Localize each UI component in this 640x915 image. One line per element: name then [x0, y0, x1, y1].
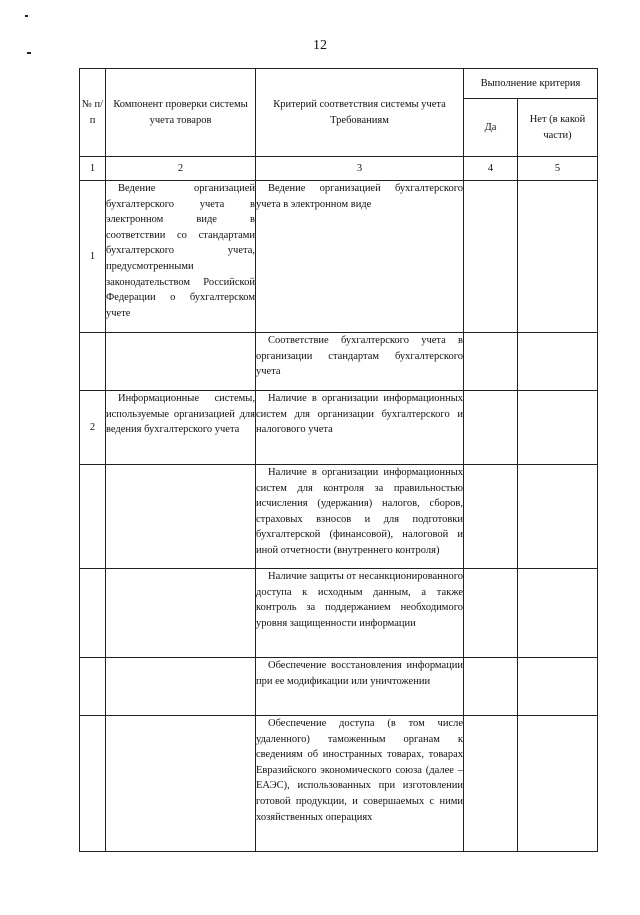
header-number-cell — [80, 69, 106, 157]
row-number — [80, 569, 106, 658]
yes-cell — [464, 465, 518, 569]
criterion-cell: Наличие защиты от несанкционированного доступа к исходным данным, а также контроль за поддержанием необходимого уровня защищенности информации — [256, 569, 464, 658]
no-cell — [518, 716, 598, 852]
column-number-5: 5 — [518, 157, 598, 181]
table-row — [80, 391, 598, 465]
page-number: 12 — [313, 38, 327, 53]
header-no-label: Нет (в какой части) — [529, 113, 586, 141]
component-cell: Ведение организацией бухгалтерского учета в электронном виде в соответствии со стандартами бухгалтерского учета, предусмотренными законодательством Российской Федерации о бухгалтерском учете — [106, 181, 256, 333]
header-component-label: Компонент проверки системы учета товаров — [113, 98, 248, 126]
scan-speck — [25, 15, 28, 17]
component-cell — [106, 569, 256, 658]
criterion-cell: Наличие в организации информационных систем для контроля за правильностью исчисления (удержания) налогов, сборов, страховых взносов и для подготовки бухгалтерской (финансовой), налоговой и иной отчетности (внутреннего контроля) — [256, 465, 464, 569]
table-row — [80, 333, 598, 391]
row-number — [80, 658, 106, 716]
header-criterion-cell — [256, 69, 464, 157]
row-number — [80, 333, 106, 391]
criterion-cell: Ведение организацией бухгалтерского учета в электронном виде — [256, 181, 464, 333]
component-cell — [106, 333, 256, 391]
yes-cell — [464, 569, 518, 658]
no-cell — [518, 465, 598, 569]
no-cell — [518, 333, 598, 391]
no-cell — [518, 181, 598, 333]
yes-cell — [464, 716, 518, 852]
table-row — [80, 569, 598, 658]
header-criterion-label: Критерий соответствия системы учета Требованиям — [273, 98, 446, 126]
row-number — [80, 716, 106, 852]
no-cell — [518, 658, 598, 716]
criterion-cell: Соответствие бухгалтерского учета в организации стандартам бухгалтерского учета — [256, 333, 464, 391]
row-number — [80, 465, 106, 569]
yes-cell — [464, 391, 518, 465]
yes-cell — [464, 658, 518, 716]
table-row — [80, 716, 598, 852]
no-cell — [518, 569, 598, 658]
header-number-label: № п/п — [81, 98, 104, 126]
criterion-cell: Обеспечение доступа (в том числе удаленного) таможенным органам к сведениям об иностранных товарах, товарах Евразийского экономического союза (далее – ЕАЭС), использованных при изготовлении готовой продукции, и совершаемых с ними хозяйственных операциях — [256, 716, 464, 852]
no-cell — [518, 391, 598, 465]
column-number-1: 1 — [80, 157, 106, 181]
header-row — [80, 69, 598, 99]
component-cell: Информационные системы, используемые организацией для ведения бухгалтерского учета — [106, 391, 256, 465]
header-component-cell — [106, 69, 256, 157]
yes-cell — [464, 333, 518, 391]
row-number: 2 — [80, 391, 106, 465]
criterion-cell: Наличие в организации информационных систем для организации бухгалтерского и налогового учета — [256, 391, 464, 465]
component-cell — [106, 716, 256, 852]
component-cell — [106, 658, 256, 716]
column-number-3: 3 — [256, 157, 464, 181]
column-number-row — [80, 157, 598, 181]
component-cell — [106, 465, 256, 569]
table-row — [80, 465, 598, 569]
header-no-cell — [518, 99, 598, 157]
column-number-4: 4 — [464, 157, 518, 181]
column-number-2: 2 — [106, 157, 256, 181]
criterion-cell: Обеспечение восстановления информации при ее модификации или уничтожении — [256, 658, 464, 716]
row-number: 1 — [80, 181, 106, 333]
table-row — [80, 181, 598, 333]
header-yes-label: Да — [484, 121, 497, 133]
table-row — [80, 658, 598, 716]
header-fulfillment-cell — [464, 69, 598, 99]
yes-cell — [464, 181, 518, 333]
header-yes-cell — [464, 99, 518, 157]
criteria-table — [79, 68, 598, 852]
header-fulfillment-label: Выполнение критерия — [480, 77, 581, 89]
